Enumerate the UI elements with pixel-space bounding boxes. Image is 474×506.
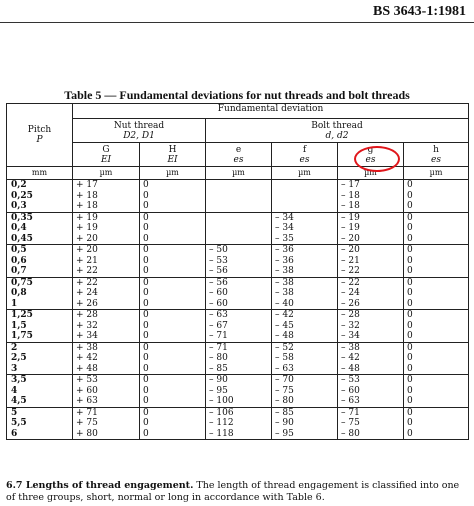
cell-value: 3,5 [11, 375, 27, 385]
cell-value: – 38 [275, 277, 294, 288]
cell-g [73, 375, 140, 408]
cell-g [73, 407, 140, 440]
cell-value: 6 [11, 428, 18, 439]
cell-value: + 19 [76, 223, 98, 233]
cell-value: – 38 [275, 288, 294, 298]
cell-value: 0 [143, 428, 149, 439]
cell-value: – 36 [275, 255, 294, 266]
cell-value: 0,4 [11, 223, 27, 233]
cell-value: + 22 [76, 277, 98, 288]
bolt-thread-header-symbol: d, d2 [325, 131, 349, 141]
cell-value: 0,45 [11, 233, 33, 244]
cell-value: 0 [143, 190, 149, 201]
cell-value: 0 [143, 396, 149, 406]
header-rule [0, 22, 474, 23]
cell-value: – 63 [341, 396, 360, 406]
cell-value: + 22 [76, 266, 98, 276]
fundamental-deviations-table [6, 103, 469, 440]
cell-value: 0 [407, 320, 413, 331]
table-row [7, 245, 469, 278]
cell-value: – 85 [209, 363, 228, 374]
cell-g [73, 310, 140, 343]
red-annotation-circle [354, 146, 400, 172]
cell-value: + 26 [76, 298, 98, 309]
unit-cell: µm [272, 167, 338, 180]
cell-value: + 42 [76, 353, 98, 363]
cell-value: 0 [407, 180, 413, 190]
cell-f [272, 245, 338, 278]
column-symbol: es [365, 155, 376, 165]
cell-value: – 35 [275, 233, 294, 244]
cell-value: 0 [143, 385, 149, 396]
cell-value: – 75 [341, 418, 360, 428]
cell-h [140, 212, 206, 245]
cell-h [404, 375, 469, 408]
cell-value: – 36 [275, 245, 294, 255]
cell-value: + 60 [76, 385, 98, 396]
cell-value: 0 [143, 320, 149, 331]
cell-value: 0 [407, 255, 413, 266]
cell-value: 0 [407, 428, 413, 439]
column-letter: H [168, 145, 177, 155]
cell-value: 0 [407, 407, 413, 418]
cell-value: – 60 [209, 288, 228, 298]
cell-value: – 34 [275, 223, 294, 233]
cell-h [404, 245, 469, 278]
cell-value: – 80 [209, 353, 228, 363]
cell-value: 5,5 [11, 418, 27, 428]
cell-value: 0 [407, 266, 413, 276]
table-row [7, 375, 469, 408]
cell-value: + 34 [76, 331, 98, 341]
cell-value: + 18 [76, 201, 98, 211]
cell-value: 0,7 [11, 266, 27, 276]
cell-value: 0 [143, 353, 149, 363]
cell-value: 0 [407, 331, 413, 341]
fundamental-deviation-header: Fundamental deviation [73, 104, 469, 119]
cell-g [73, 212, 140, 245]
cell-value: 0 [143, 201, 149, 211]
table-row [7, 310, 469, 343]
cell-e [206, 277, 272, 310]
cell-value: 0 [407, 342, 413, 353]
cell-h [140, 277, 206, 310]
cell-e [206, 245, 272, 278]
cell-value: 0,5 [11, 245, 27, 255]
column-header-G [73, 143, 140, 167]
cell-value: – 63 [275, 363, 294, 374]
cell-value: + 63 [76, 396, 98, 406]
cell-g [338, 180, 404, 213]
cell-value: 0 [143, 255, 149, 266]
cell-value: 0 [143, 375, 149, 385]
cell-value: 0 [407, 353, 413, 363]
cell-f [272, 342, 338, 375]
cell-value: + 48 [76, 363, 98, 374]
bolt-thread-header [206, 119, 469, 143]
cell-value: – 52 [275, 342, 294, 353]
cell-f [272, 310, 338, 343]
column-letter: f [302, 145, 307, 155]
cell-value: 0 [143, 363, 149, 374]
cell-value: + 28 [76, 310, 98, 320]
cell-value: 1 [11, 298, 18, 309]
cell-value: 0 [407, 277, 413, 288]
cell-f [272, 407, 338, 440]
column-header-h [404, 143, 469, 167]
cell-value: – 42 [275, 310, 294, 320]
cell-value: + 17 [76, 180, 98, 190]
cell-value: 0 [143, 223, 149, 233]
column-letter: h [433, 145, 439, 155]
nut-thread-header [73, 119, 206, 143]
cell-value: 0 [407, 310, 413, 320]
cell-value: 0 [143, 245, 149, 255]
column-symbol: es [299, 155, 310, 165]
cell-h [140, 180, 206, 213]
column-symbol: EI [100, 155, 112, 165]
cell-value: – 19 [341, 223, 360, 233]
cell-value: 0 [143, 233, 149, 244]
cell-value: – 60 [209, 298, 228, 309]
cell-value: – 53 [341, 375, 360, 385]
cell-value: – 63 [209, 310, 228, 320]
cell-value: 0 [407, 385, 413, 396]
unit-cell: µm [338, 167, 404, 180]
cell-value: 0 [143, 277, 149, 288]
cell-value: 4 [11, 385, 18, 396]
cell-value: + 20 [76, 233, 98, 244]
cell-value: 0 [143, 212, 149, 223]
unit-cell: µm [73, 167, 140, 180]
table-row [7, 407, 469, 440]
cell-value: 0,75 [11, 277, 33, 288]
cell-value: + 21 [76, 255, 98, 266]
table-row [7, 342, 469, 375]
cell-pitch [7, 407, 73, 440]
cell-value: – 58 [275, 353, 294, 363]
section-body: The length of thread engagement is classified into one of three groups, short, normal or long in accordance with Table 6. [6, 480, 460, 503]
unit-cell: mm [7, 167, 73, 180]
column-letter: e [235, 145, 242, 155]
cell-value: 0,2 [11, 180, 27, 190]
table-row [7, 277, 469, 310]
cell-value: – 106 [209, 407, 234, 418]
cell-pitch [7, 212, 73, 245]
cell-value: – 21 [341, 255, 360, 266]
cell-value: + 80 [76, 428, 98, 439]
document-code: BS 3643-1:1981 [373, 4, 466, 19]
cell-h [140, 407, 206, 440]
cell-g [338, 375, 404, 408]
cell-value: – 118 [209, 428, 234, 439]
cell-value: – 45 [275, 320, 294, 331]
cell-h [404, 342, 469, 375]
unit-cell: µm [404, 167, 469, 180]
cell-value: – 42 [341, 353, 360, 363]
column-symbol: EI [167, 155, 178, 165]
cell-h [140, 342, 206, 375]
cell-value: – 50 [209, 245, 228, 255]
cell-value: – 48 [275, 331, 294, 341]
cell-value: – 71 [209, 331, 228, 341]
cell-g [73, 342, 140, 375]
cell-value: – 22 [341, 277, 360, 288]
column-header-f [272, 143, 338, 167]
pitch-header-name: Pitch [27, 125, 52, 135]
cell-value: 0 [407, 201, 413, 211]
cell-pitch [7, 375, 73, 408]
cell-g [338, 212, 404, 245]
cell-value: + 38 [76, 342, 98, 353]
table-row [7, 180, 469, 213]
cell-value: – 53 [209, 255, 228, 266]
table-row [7, 212, 469, 245]
cell-value: – 70 [275, 375, 294, 385]
cell-g [73, 245, 140, 278]
cell-value: 0 [143, 418, 149, 428]
cell-value: – 18 [341, 201, 360, 211]
cell-value: – 112 [209, 418, 234, 428]
cell-value: – 71 [209, 342, 228, 353]
cell-h [404, 180, 469, 213]
cell-value: – 28 [341, 310, 360, 320]
cell-value: – 90 [275, 418, 294, 428]
column-header-e [206, 143, 272, 167]
cell-value: – 18 [341, 190, 360, 201]
cell-g [338, 342, 404, 375]
cell-value: 0,3 [11, 201, 27, 211]
section-heading: 6.7 Lengths of thread engagement. [6, 480, 194, 491]
cell-pitch [7, 245, 73, 278]
cell-g [338, 277, 404, 310]
cell-value: – 24 [341, 288, 360, 298]
column-symbol: es [233, 155, 244, 165]
cell-value: – 75 [275, 385, 294, 396]
cell-value: 0,25 [11, 190, 33, 201]
nut-thread-header-name: Nut thread [113, 121, 165, 131]
cell-g [73, 277, 140, 310]
cell-g [338, 245, 404, 278]
cell-f [272, 375, 338, 408]
bolt-thread-header-name: Bolt thread [311, 121, 363, 131]
cell-value: 3 [11, 363, 18, 374]
cell-value: + 32 [76, 320, 98, 331]
cell-value: 0 [143, 180, 149, 190]
cell-value: 2,5 [11, 353, 27, 363]
cell-value: – 85 [275, 407, 294, 418]
unit-cell: µm [140, 167, 206, 180]
cell-value: 0 [407, 233, 413, 244]
cell-value: + 18 [76, 190, 98, 201]
cell-value: – 90 [209, 375, 228, 385]
cell-value: – 100 [209, 396, 234, 406]
cell-pitch [7, 310, 73, 343]
column-symbol: es [431, 155, 441, 165]
column-header-H [140, 143, 206, 167]
cell-value: 0 [407, 375, 413, 385]
cell-value: 0 [143, 298, 149, 309]
cell-h [404, 212, 469, 245]
cell-value: 1,75 [11, 331, 33, 341]
cell-value: – 95 [209, 385, 228, 396]
unit-cell: µm [206, 167, 272, 180]
cell-g [338, 310, 404, 343]
pitch-header [7, 104, 73, 167]
cell-h [140, 310, 206, 343]
cell-pitch [7, 180, 73, 213]
cell-value: 1,5 [11, 320, 27, 331]
cell-value: 0 [143, 407, 149, 418]
cell-f [272, 212, 338, 245]
cell-value: – 17 [341, 180, 360, 190]
cell-f [272, 180, 338, 213]
cell-e [206, 180, 272, 213]
cell-e [206, 310, 272, 343]
cell-value: 2 [11, 342, 18, 353]
cell-value: – 32 [341, 320, 360, 331]
cell-value: 4,5 [11, 396, 27, 406]
cell-value: – 48 [341, 363, 360, 374]
cell-value: – 67 [209, 320, 228, 331]
cell-value: 0 [407, 396, 413, 406]
cell-e [206, 375, 272, 408]
cell-value: + 24 [76, 288, 98, 298]
cell-value: 0,35 [11, 212, 33, 223]
cell-value: + 75 [76, 418, 98, 428]
cell-value: – 19 [341, 212, 360, 223]
cell-value: – 71 [341, 407, 360, 418]
cell-value: 0,6 [11, 255, 27, 266]
cell-value: 0 [407, 288, 413, 298]
cell-h [404, 407, 469, 440]
cell-value: – 80 [341, 428, 360, 439]
cell-value: – 20 [341, 233, 360, 244]
cell-value: + 53 [76, 375, 98, 385]
cell-f [272, 277, 338, 310]
cell-value: + 71 [76, 407, 98, 418]
cell-h [140, 375, 206, 408]
column-letter: g [367, 145, 374, 155]
cell-value: 0 [407, 418, 413, 428]
cell-value: 0 [407, 245, 413, 255]
cell-value: – 56 [209, 266, 228, 276]
cell-value: 0,8 [11, 288, 27, 298]
cell-e [206, 212, 272, 245]
cell-pitch [7, 342, 73, 375]
cell-value: + 19 [76, 212, 98, 223]
cell-value: 1,25 [11, 310, 33, 320]
cell-value: 0 [407, 223, 413, 233]
cell-value: – 34 [275, 212, 294, 223]
cell-value: – 56 [209, 277, 228, 288]
cell-e [206, 342, 272, 375]
cell-e [206, 407, 272, 440]
cell-value: – 60 [341, 385, 360, 396]
cell-value: – 40 [275, 298, 294, 309]
cell-h [404, 310, 469, 343]
table-title: Table 5 — Fundamental deviations for nut threads and bolt threads [64, 88, 410, 102]
cell-value: – 20 [341, 245, 360, 255]
cell-h [140, 245, 206, 278]
cell-value: 5 [11, 407, 18, 418]
cell-value: 0 [143, 288, 149, 298]
cell-g [338, 407, 404, 440]
cell-value: – 38 [341, 342, 360, 353]
cell-value: 0 [407, 212, 413, 223]
cell-value: 0 [143, 331, 149, 341]
column-header-row [7, 143, 469, 167]
cell-value: – 95 [275, 428, 294, 439]
pitch-header-symbol: P [36, 135, 43, 145]
cell-value: 0 [407, 363, 413, 374]
cell-value: + 20 [76, 245, 98, 255]
cell-g [73, 180, 140, 213]
column-letter: G [102, 145, 110, 155]
nut-thread-header-symbol: D2, D1 [123, 131, 155, 141]
cell-value: 0 [143, 310, 149, 320]
cell-value: – 34 [341, 331, 360, 341]
cell-h [404, 277, 469, 310]
cell-value: 0 [143, 266, 149, 276]
cell-value: 0 [143, 342, 149, 353]
section-6-7 [6, 480, 468, 504]
cell-value: 0 [407, 298, 413, 309]
cell-value: – 26 [341, 298, 360, 309]
cell-value: – 38 [275, 266, 294, 276]
units-row [7, 167, 469, 180]
cell-value: – 22 [341, 266, 360, 276]
cell-value: – 80 [275, 396, 294, 406]
cell-pitch [7, 277, 73, 310]
cell-value: 0 [407, 190, 413, 201]
